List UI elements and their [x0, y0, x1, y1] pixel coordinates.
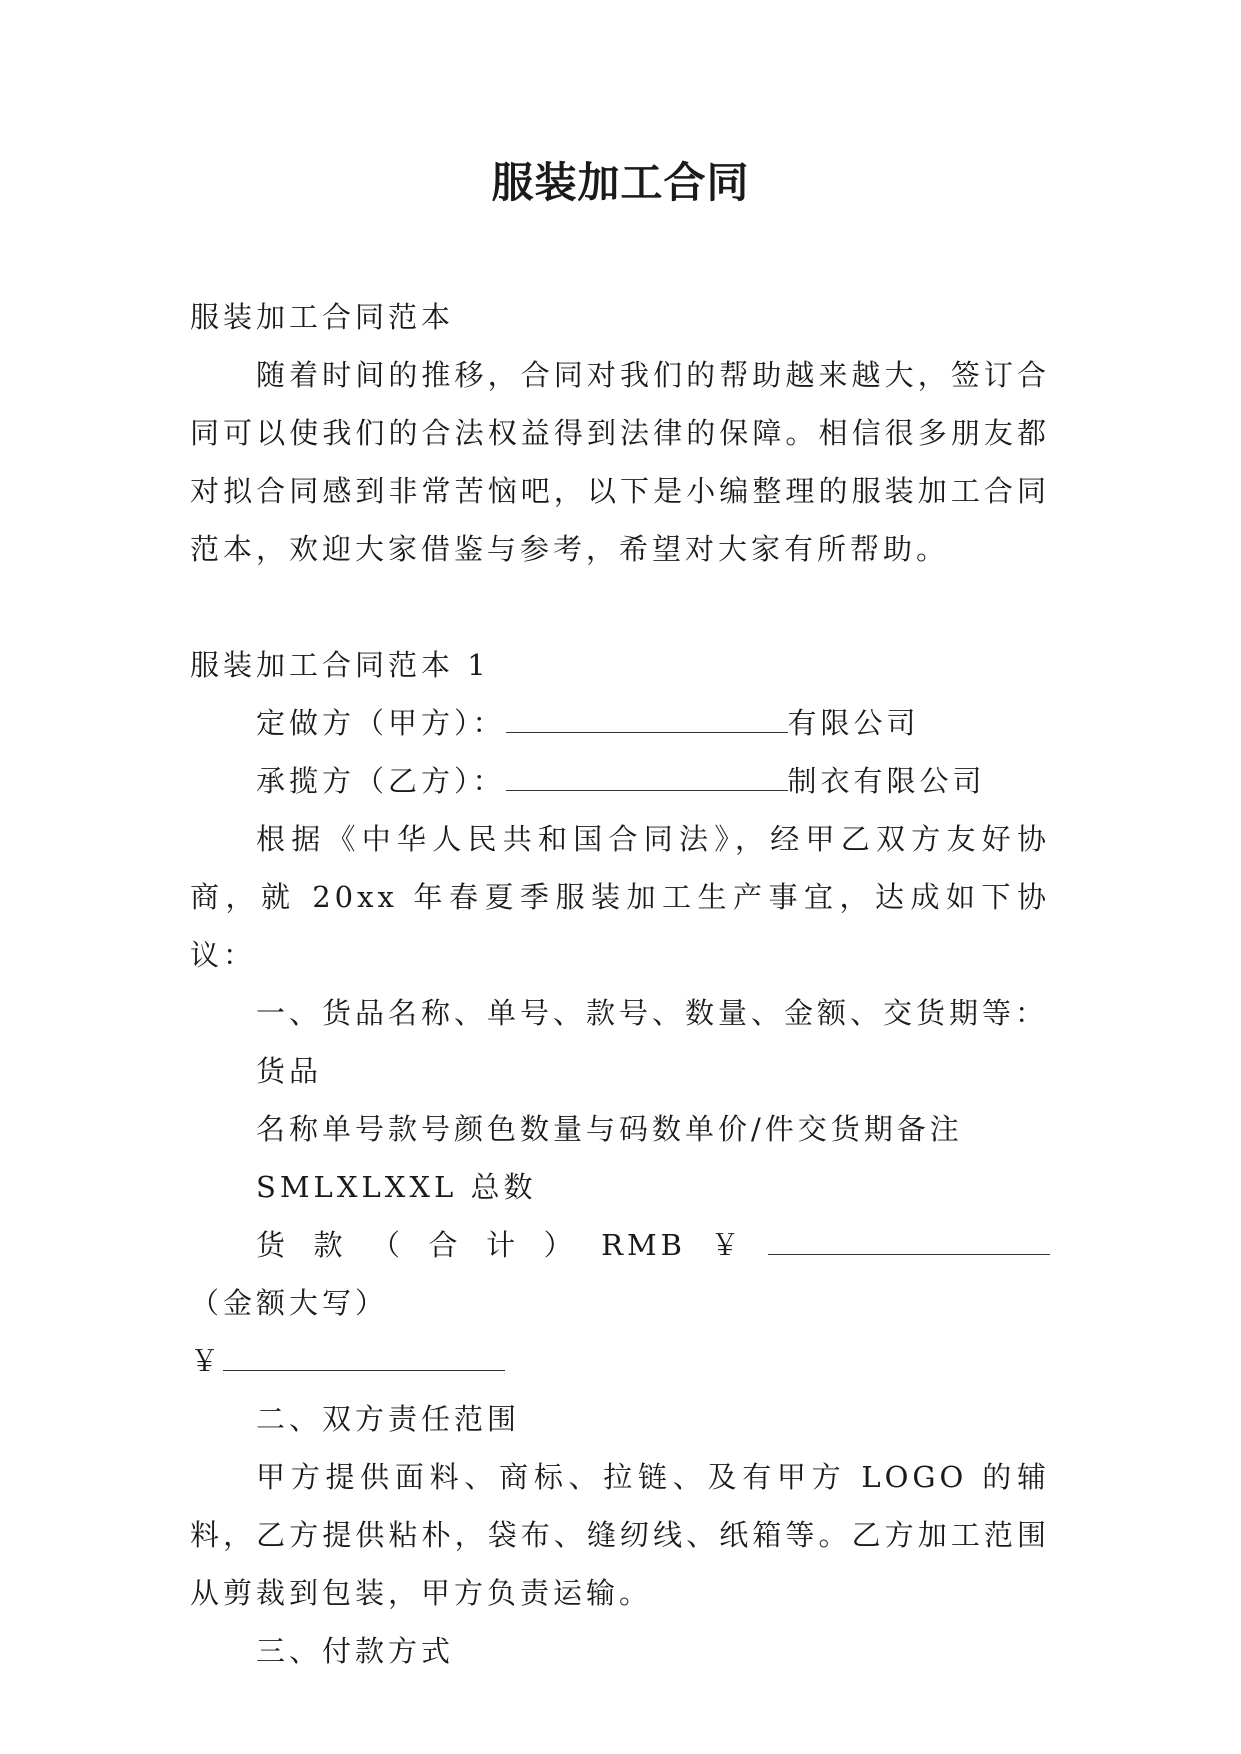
intro-heading: 服装加工合同范本 [190, 300, 455, 334]
party-a-label: 定做方（甲方）： [256, 706, 506, 740]
document-title: 服装加工合同 [491, 158, 750, 207]
party-b-blank [506, 768, 788, 791]
preamble-paragraph: 根据《中华人民共和国合同法》，经甲乙双方友好协商，就 20xx 年春夏季服装加工生产事宜，达成如下协议： [190, 822, 1050, 972]
section1-title: 一、货品名称、单号、款号、数量、金额、交货期等： [256, 996, 1049, 1030]
party-a-blank [506, 710, 788, 733]
goods-label: 货品 [256, 1054, 323, 1088]
spacer [190, 578, 1050, 636]
party-b-line [190, 752, 1050, 810]
section2-title: 二、双方责任范围 [256, 1402, 521, 1436]
intro-paragraph: 随着时间的推移，合同对我们的帮助越来越大，签订合同可以使我们的合法权益得到法律的保障。相信很多朋友都对拟合同感到非常苦恼吧，以下是小编整理的服装加工合同范本，欢迎大家借鉴与参考，希望对大家有所帮助。 [190, 358, 1050, 566]
party-a-suffix: 有限公司 [787, 706, 920, 740]
payment-caps-blank [223, 1348, 505, 1371]
party-b-suffix: 制衣有限公司 [787, 764, 986, 798]
payment-blank [768, 1232, 1050, 1255]
document-body [190, 288, 1050, 1680]
section2-paragraph: 甲方提供面料、商标、拉链、及有甲方 LOGO 的辅料，乙方提供粘朴，袋布、缝纫线、纸箱等。乙方加工范围从剪裁到包装，甲方负责运输。 [190, 1460, 1050, 1610]
payment-caps-line [190, 1332, 1050, 1390]
payment-line [190, 1216, 1050, 1332]
currency-symbol: ￥ [190, 1344, 224, 1378]
sample-heading: 服装加工合同范本 1 [190, 648, 490, 682]
payment-amount-caps: （金额大写） [190, 1286, 389, 1320]
party-a-line [190, 694, 1050, 752]
party-b-label: 承揽方（乙方）： [256, 764, 506, 798]
table-header-line: 名称单号款号颜色数量与码数单价/件交货期备注 [256, 1112, 963, 1146]
payment-label: 货款（合计）RMB￥ [256, 1228, 768, 1262]
section3-title: 三、付款方式 [256, 1634, 455, 1668]
size-header-line: SMLXLXXL 总数 [256, 1170, 537, 1204]
